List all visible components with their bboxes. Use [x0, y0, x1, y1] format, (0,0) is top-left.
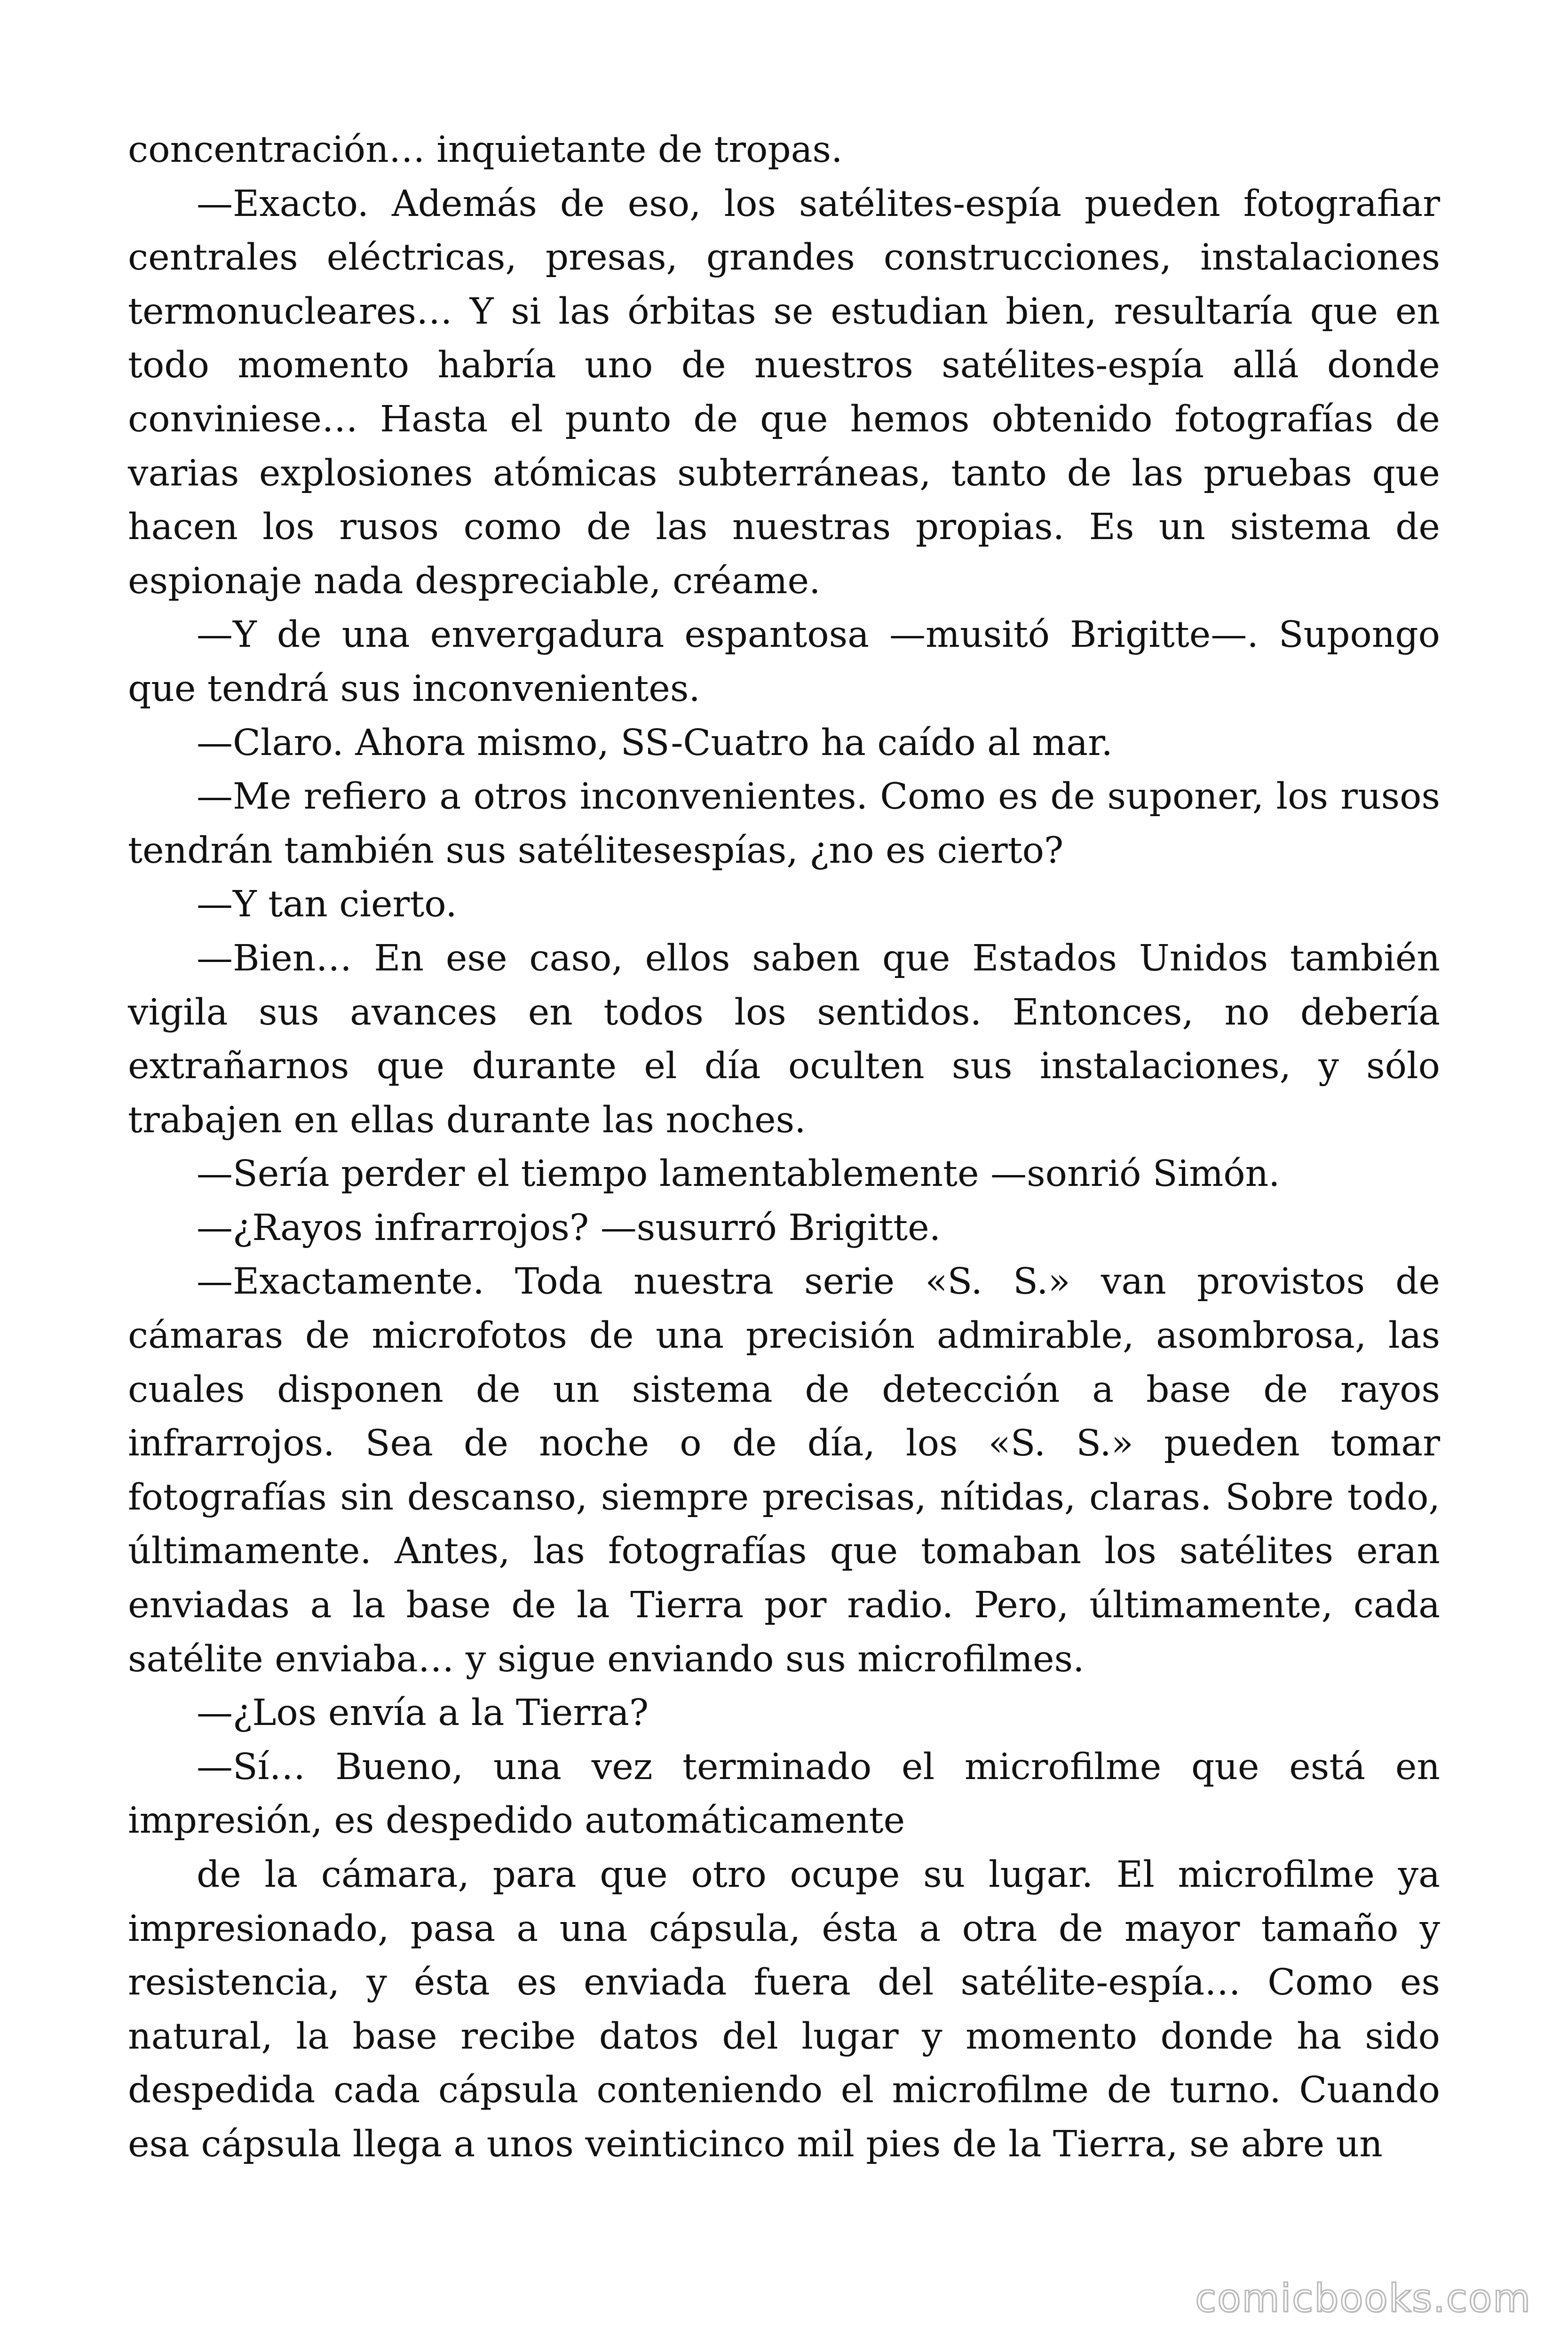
paragraph-dialogue: —Exactamente. Toda nuestra serie «S. S.» van provistos de cámaras de microfotos de una precisión admirable, asombrosa, las cuales disponen de un sistema de detección a base de rayos infrarrojos. Sea de noche o de día, los «S. S.» pueden tomar fotografías sin descanso, siempre precisas, nítidas, claras. Sobre todo, últimamente. Antes, las fotografías que tomaban los satélites eran enviadas a la base de la Tierra por radio. Pero, últimamente, cada satélite enviaba… y sigue enviando sus microfilmes. — [128, 1261, 1440, 1680]
paragraph-dialogue: —Bien… En ese caso, ellos saben que Estados Unidos también vigila sus avances en todos los sentidos. Entonces, no debería extrañarnos que durante el día oculten sus instalaciones, y sólo trabajen en ellas durante las noches. — [128, 937, 1440, 1141]
paragraph-dialogue: —¿Rayos infrarrojos? —susurró Brigitte. — [197, 1207, 941, 1249]
paragraph-dialogue: —Sería perder el tiempo lamentablemente —sonrió Simón. — [197, 1153, 1280, 1195]
paragraph-dialogue: —Y de una envergadura espantosa —musitó Brigitte—. Supongo que tendrá sus inconvenientes. — [128, 614, 1440, 710]
paragraph-dialogue: —¿Los envía a la Tierra? — [197, 1692, 649, 1734]
paragraph-dialogue: —Sí… Bueno, una vez terminado el microfilme que está en impresión, es despedido automáticamente — [128, 1746, 1440, 1842]
paragraph-narration: de la cámara, para que otro ocupe su lugar. El microfilme ya impresionado, pasa a una cápsula, ésta a otra de mayor tamaño y resistencia, y ésta es enviada fuera del satélite-espía… Como es natural, la base recibe datos del lugar y momento donde ha sido despedida cada cápsula conteniendo el microfilme de turno. Cuando esa cápsula llega a unos veinticinco mil pies de la Tierra, se abre un — [128, 1854, 1440, 2165]
paragraph-dialogue: —Me refiero a otros inconvenientes. Como es de suponer, los rusos tendrán también sus satélitesespías, ¿no es cierto? — [128, 776, 1440, 872]
page-body-text — [128, 123, 1440, 2172]
paragraph-dialogue: —Claro. Ahora mismo, SS-Cuatro ha caído al mar. — [197, 722, 1113, 764]
paragraph-dialogue: —Exacto. Además de eso, los satélites-espía pueden fotografiar centrales eléctricas, presas, grandes construcciones, instalaciones termonucleares… Y si las órbitas se estudian bien, resultaría que en todo momento habría uno de nuestros satélites-espía allá donde conviniese… Hasta el punto de que hemos obtenido fotografías de varias explosiones atómicas subterráneas, tanto de las pruebas que hacen los rusos como de las nuestras propias. Es un sistema de espionaje nada despreciable, créame. — [128, 183, 1440, 602]
watermark-logo: comicbooks.com — [1195, 2276, 1531, 2321]
paragraph-continuation: concentración… inquietante de tropas. — [128, 129, 843, 171]
paragraph-dialogue: —Y tan cierto. — [197, 883, 457, 926]
